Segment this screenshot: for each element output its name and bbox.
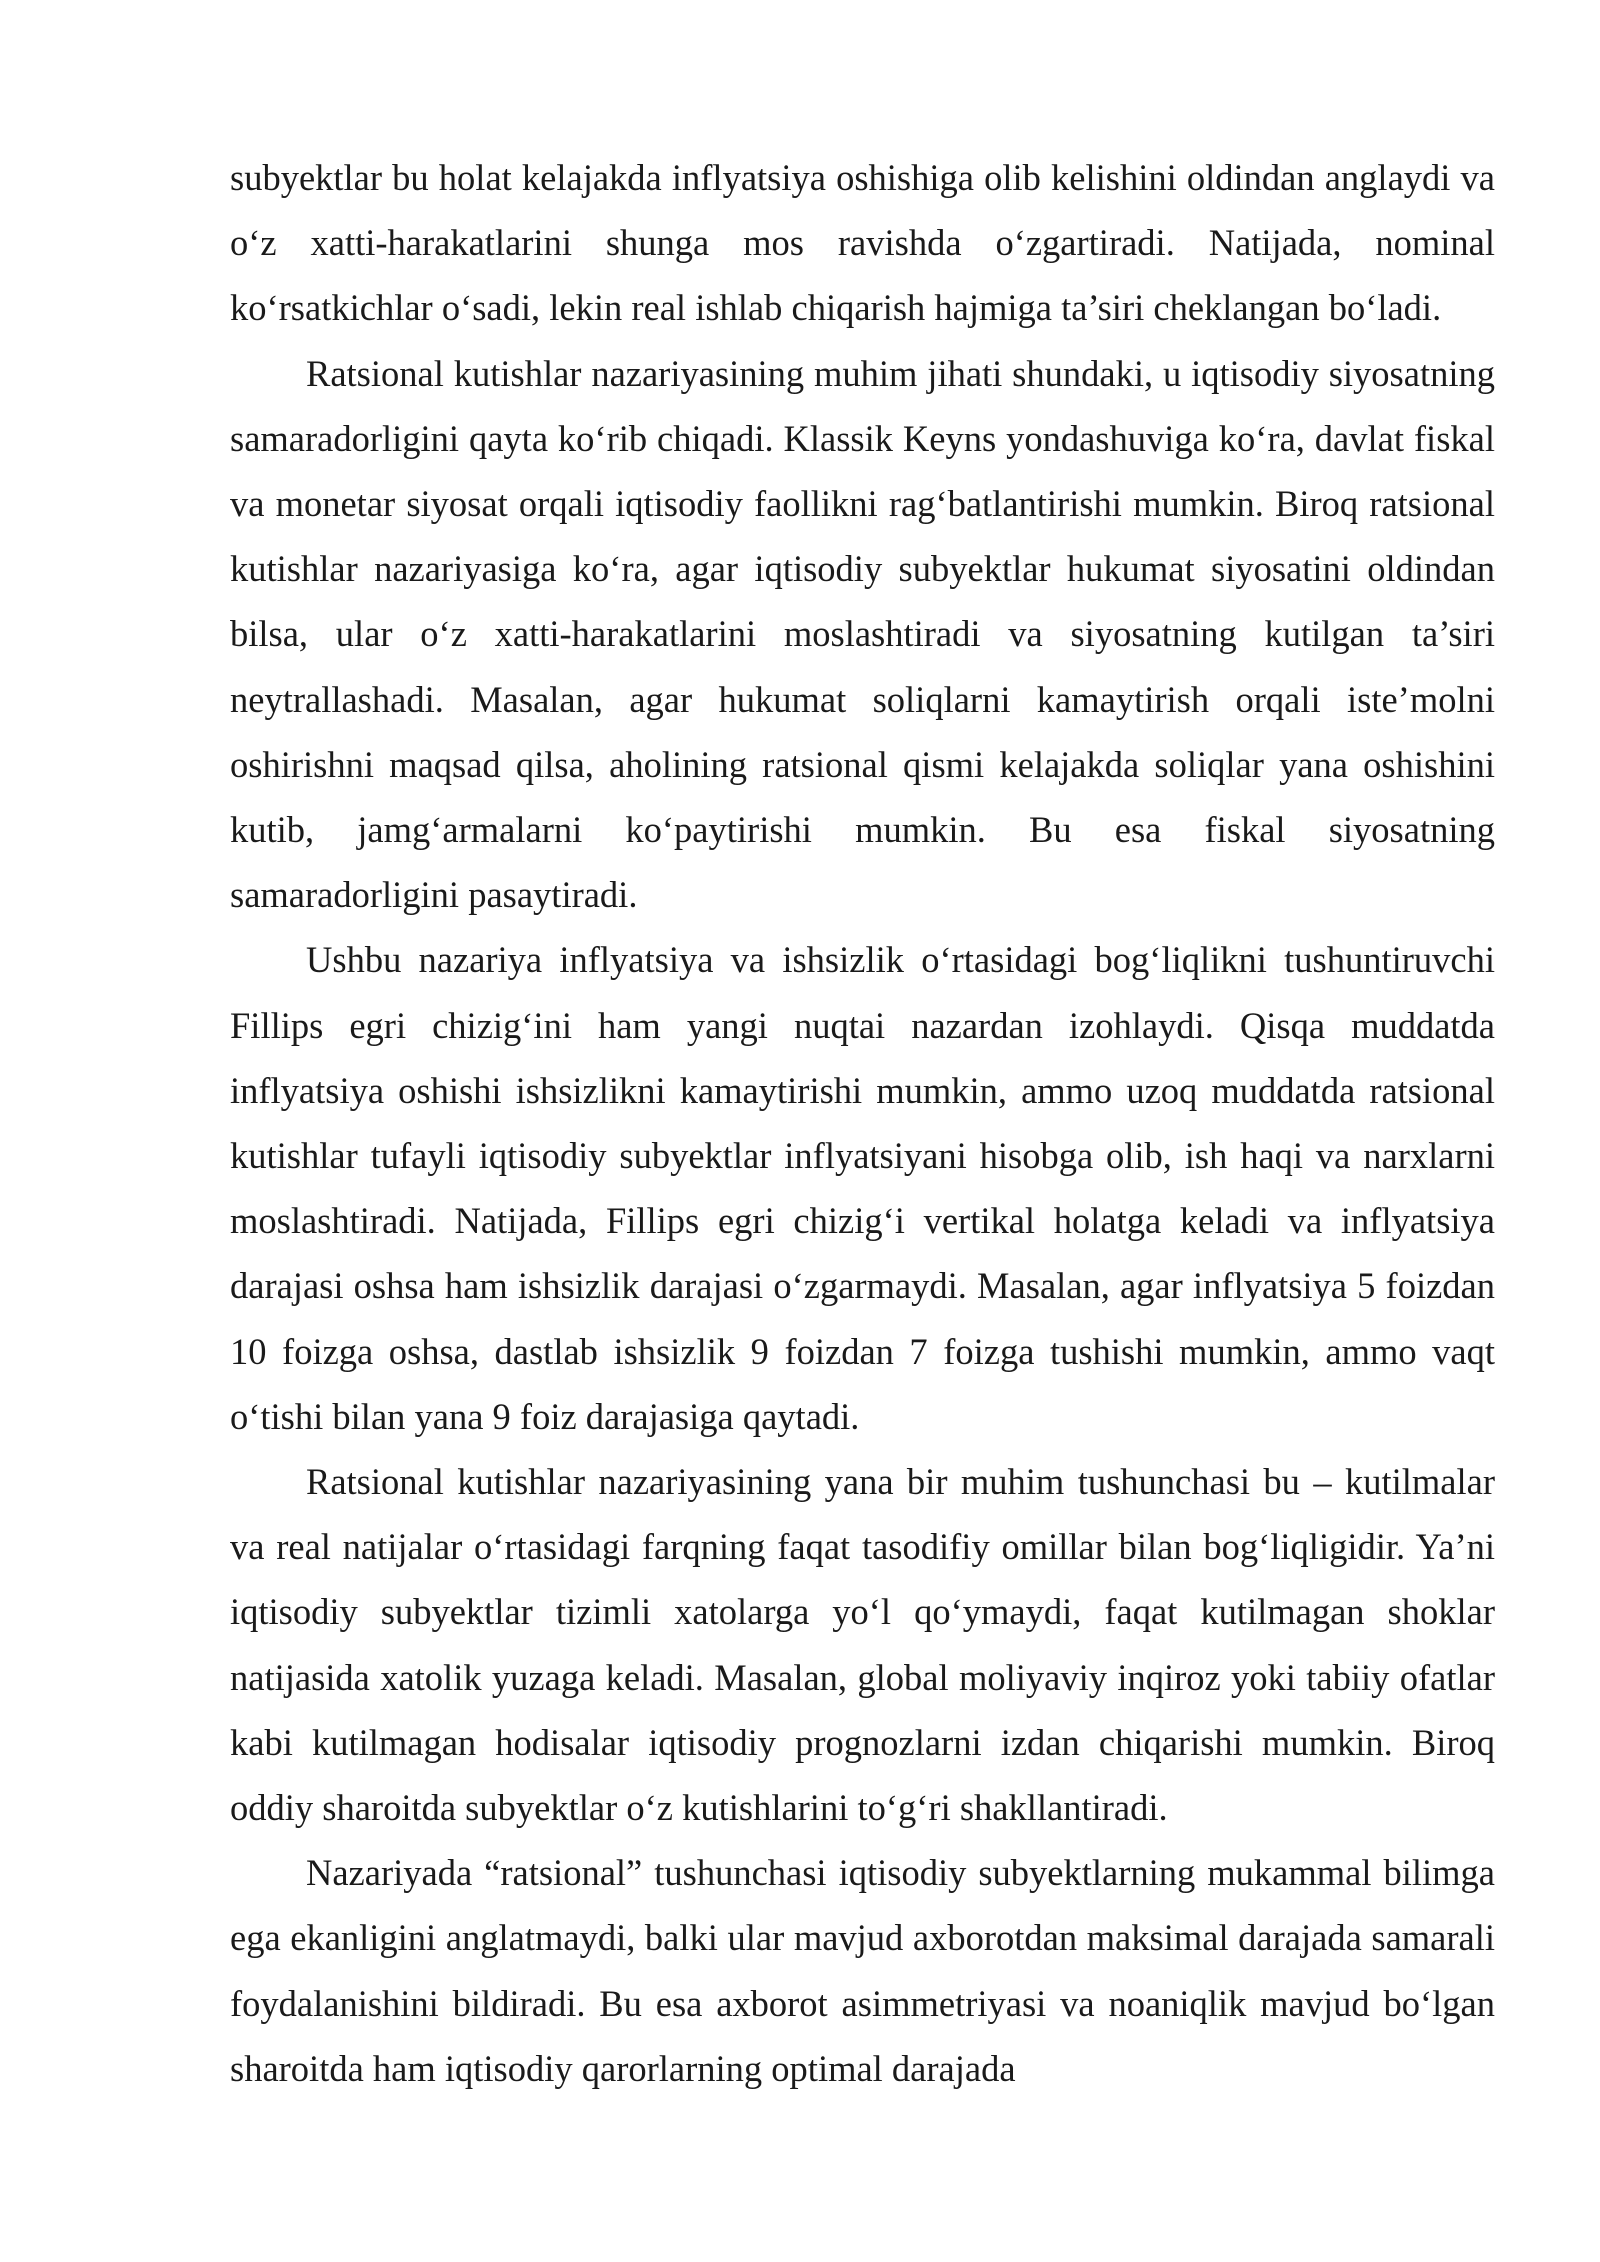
- paragraph-continuation: subyektlar bu holat kelajakda inflyatsiya oshishiga olib kelishini oldindan anglaydi va o‘z xatti-harakatlarini shunga mos ravishda o‘zgartiradi. Natijada, nominal ko‘rsatkichlar o‘sadi, lekin real ishlab chiqarish hajmiga ta’siri cheklangan bo‘ladi.: [230, 157, 1495, 329]
- body-text: [230, 145, 1495, 2101]
- paragraph-random-errors: Ratsional kutishlar nazariyasining yana bir muhim tushunchasi bu – kutilmalar va real natijalar o‘rtasidagi farqning faqat tasodifiy omillar bilan bog‘liqligidir. Ya’ni iqtisodiy subyektlar tizimli xatolarga yo‘l qo‘ymaydi, faqat kutilmagan shoklar natijasida xatolik yuzaga keladi. Masalan, global moliyaviy inqiroz yoki tabiiy ofatlar kabi kutilmagan hodisalar iqtisodiy prognozlarni izdan chiqarishi mumkin. Biroq oddiy sharoitda subyektlar o‘z kutishlarini to‘g‘ri shakllantiradi.: [230, 1461, 1495, 1829]
- paragraph-rationality-meaning: Nazariyada “ratsional” tushunchasi iqtisodiy subyektlarning mukammal bilimga ega ekanligini anglatmaydi, balki ular mavjud axborotdan maksimal darajada samarali foydalanishini bildiradi. Bu esa axborot asimmetriyasi va noaniqlik mavjud bo‘lgan sharoitda ham iqtisodiy qarorlarning optimal darajada: [230, 1852, 1495, 2089]
- paragraph-phillips-curve: Ushbu nazariya inflyatsiya va ishsizlik o‘rtasidagi bog‘liqlikni tushuntiruvchi Fillips egri chizig‘ini ham yangi nuqtai nazardan izohlaydi. Qisqa muddatda inflyatsiya oshishi ishsizlikni kamaytirishi mumkin, ammo uzoq muddatda ratsional kutishlar tufayli iqtisodiy subyektlar inflyatsiyani hisobga olib, ish haqi va narxlarni moslashtiradi. Natijada, Fillips egri chizig‘i vertikal holatga keladi va inflyatsiya darajasi oshsa ham ishsizlik darajasi o‘zgarmaydi. Masalan, agar inflyatsiya 5 foizdan 10 foizga oshsa, dastlab ishsizlik 9 foizdan 7 foizga tushishi mumkin, ammo vaqt o‘tishi bilan yana 9 foiz darajasiga qaytadi.: [230, 939, 1495, 1437]
- paragraph-policy-effectiveness: Ratsional kutishlar nazariyasining muhim jihati shundaki, u iqtisodiy siyosatning samaradorligini qayta ko‘rib chiqadi. Klassik Keyns yondashuviga ko‘ra, davlat fiskal va monetar siyosat orqali iqtisodiy faollikni rag‘batlantirishi mumkin. Biroq ratsional kutishlar nazariyasiga ko‘ra, agar iqtisodiy subyektlar hukumat siyosatini oldindan bilsa, ular o‘z xatti-harakatlarini moslashtiradi va siyosatning kutilgan ta’siri neytrallashadi. Masalan, agar hukumat soliqlarni kamaytirish orqali iste’molni oshirishni maqsad qilsa, aholining ratsional qismi kelajakda soliqlar yana oshishini kutib, jamg‘armalarni ko‘paytirishi mumkin. Bu esa fiskal siyosatning samaradorligini pasaytiradi.: [230, 352, 1495, 916]
